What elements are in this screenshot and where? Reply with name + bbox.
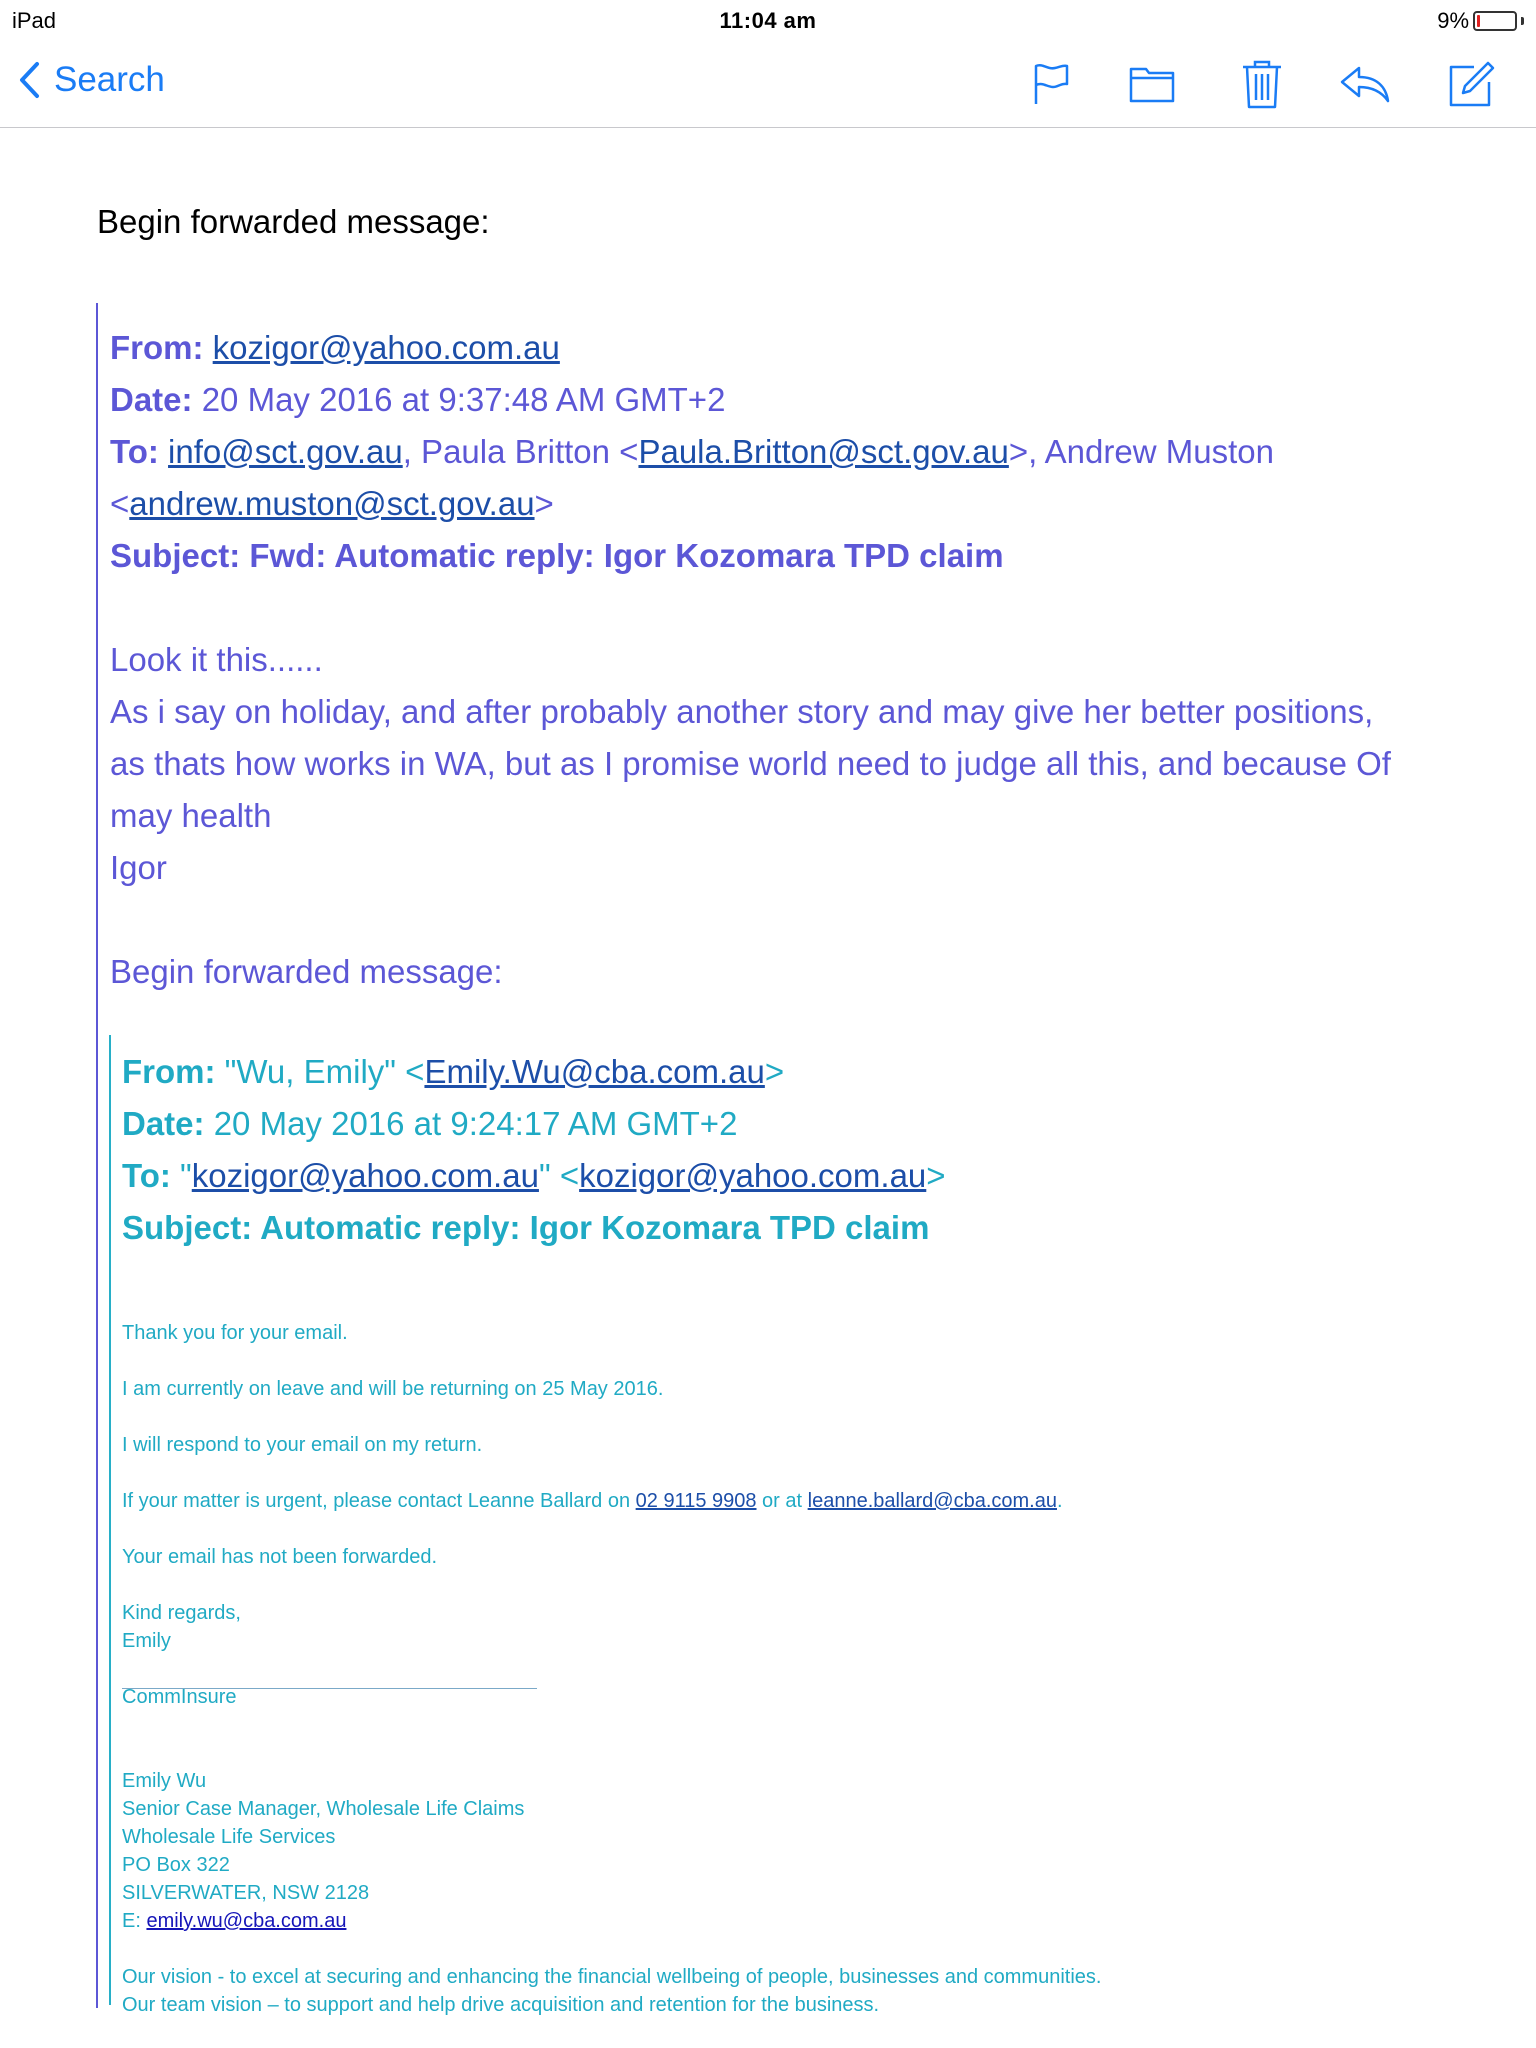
chevron-left-icon <box>18 61 40 99</box>
to-text-2: >, Andrew Muston <box>1008 433 1274 470</box>
signature-city: SILVERWATER, NSW 2128 <box>122 1882 370 1904</box>
status-bar <box>0 0 1536 40</box>
signature-email-link[interactable]: emily.wu@cba.com.au <box>146 1910 347 1932</box>
move-to-folder-button[interactable] <box>1124 56 1180 112</box>
urgent-text-2: or at <box>756 1490 808 1512</box>
body-line: I will respond to your email on my return. <box>122 1434 483 1456</box>
navigation-bar <box>0 40 1536 128</box>
body-line: Your email has not been forwarded. <box>122 1546 438 1568</box>
battery-indicator <box>1437 8 1524 34</box>
sign-off-name: Emily <box>122 1630 171 1652</box>
signature-po-box: PO Box 322 <box>122 1854 230 1876</box>
from-label: From: <box>122 1053 216 1090</box>
flag-button[interactable] <box>1023 56 1079 112</box>
forwarded-message-1 <box>96 303 1488 2016</box>
battery-percent: 9% <box>1437 8 1469 33</box>
clock: 11:04 am <box>719 8 817 33</box>
date-label: Date: <box>110 381 193 418</box>
compose-icon <box>1448 60 1496 108</box>
trash-button[interactable] <box>1234 56 1290 112</box>
nested-forward-intro: Begin forwarded message: <box>110 953 503 990</box>
body-line: Look it this...... <box>110 641 323 678</box>
folder-icon <box>1129 65 1175 103</box>
signature-name: Emily Wu <box>122 1770 207 1792</box>
to-email-link-1[interactable]: info@sct.gov.au <box>168 433 403 470</box>
urgent-text-1: If your matter is urgent, please contact Leanne Ballard on <box>122 1490 636 1512</box>
to-text-2: " < <box>538 1157 580 1194</box>
back-button[interactable] <box>18 60 165 100</box>
to-text-3: < <box>110 485 130 522</box>
to-email-link-3[interactable]: andrew.muston@sct.gov.au <box>129 485 535 522</box>
back-label: Search <box>54 60 165 99</box>
signature-title: Senior Case Manager, Wholesale Life Claims <box>122 1798 525 1820</box>
company-name: CommInsure <box>122 1686 237 1708</box>
body-line: I am currently on leave and will be returning on 25 May 2016. <box>122 1378 664 1400</box>
battery-icon <box>1473 11 1517 31</box>
date-value: 20 May 2016 at 9:37:48 AM GMT+2 <box>201 381 726 418</box>
team-vision-line: Our team vision – to support and help drive acquisition and retention for the business. <box>122 1994 880 2016</box>
reply-button[interactable] <box>1337 56 1393 112</box>
urgent-text-3: . <box>1057 1490 1063 1512</box>
vision-line: Our vision - to excel at securing and enhancing the financial wellbeing of people, businesses and communities. <box>122 1966 1102 1988</box>
body-line: As i say on holiday, and after probably another story and may give her better positions, <box>110 693 1374 730</box>
body-line: Igor <box>110 849 167 886</box>
to-label: To: <box>122 1157 171 1194</box>
to-label: To: <box>110 433 159 470</box>
signature-email-line <box>122 1910 346 1933</box>
sign-off: Kind regards, <box>122 1602 241 1624</box>
compose-button[interactable] <box>1444 56 1500 112</box>
from-label: From: <box>110 329 204 366</box>
battery-nub <box>1521 17 1524 25</box>
forwarded-message-2 <box>109 1035 1481 2016</box>
signature-department: Wholesale Life Services <box>122 1826 336 1848</box>
subject-line: Subject: Fwd: Automatic reply: Igor Kozomara TPD claim <box>110 537 1004 574</box>
body-line: may health <box>110 797 272 834</box>
to-email-link-2[interactable]: kozigor@yahoo.com.au <box>579 1157 927 1194</box>
date-value: 20 May 2016 at 9:24:17 AM GMT+2 <box>213 1105 738 1142</box>
battery-fill <box>1477 15 1480 27</box>
date-line <box>122 1105 737 1143</box>
from-text-2: > <box>764 1053 785 1090</box>
body-line: Thank you for your email. <box>122 1322 348 1344</box>
to-line <box>110 433 1274 471</box>
to-email-link-2[interactable]: Paula.Britton@sct.gov.au <box>638 433 1009 470</box>
to-text-4: > <box>534 485 554 522</box>
to-email-link-1[interactable]: kozigor@yahoo.com.au <box>191 1157 539 1194</box>
from-line <box>122 1053 784 1091</box>
to-line <box>122 1157 946 1195</box>
leanne-email-link[interactable]: leanne.ballard@cba.com.au <box>807 1490 1057 1512</box>
body-line: as thats how works in WA, but as I promise world need to judge all this, and because Of <box>110 745 1391 782</box>
subject-line: Subject: Automatic reply: Igor Kozomara TPD claim <box>122 1209 930 1246</box>
from-email-link[interactable]: kozigor@yahoo.com.au <box>212 329 560 366</box>
to-line-continued <box>110 485 554 523</box>
device-name: iPad <box>12 8 57 33</box>
to-text-1: " <box>180 1157 192 1194</box>
from-line <box>110 329 560 367</box>
reply-icon <box>1339 64 1391 104</box>
trash-icon <box>1241 59 1283 109</box>
to-text-3: > <box>926 1157 946 1194</box>
from-email-link[interactable]: Emily.Wu@cba.com.au <box>424 1053 765 1090</box>
phone-link[interactable]: 02 9115 9908 <box>635 1490 757 1512</box>
flag-icon <box>1031 62 1071 106</box>
date-line <box>110 381 725 419</box>
urgent-line <box>122 1490 1063 1513</box>
to-text-1: , Paula Britton < <box>402 433 639 470</box>
signature-email-label: E: <box>122 1910 147 1932</box>
from-text-1: "Wu, Emily" < <box>224 1053 425 1090</box>
forward-intro: Begin forwarded message: <box>97 203 490 240</box>
date-label: Date: <box>122 1105 205 1142</box>
